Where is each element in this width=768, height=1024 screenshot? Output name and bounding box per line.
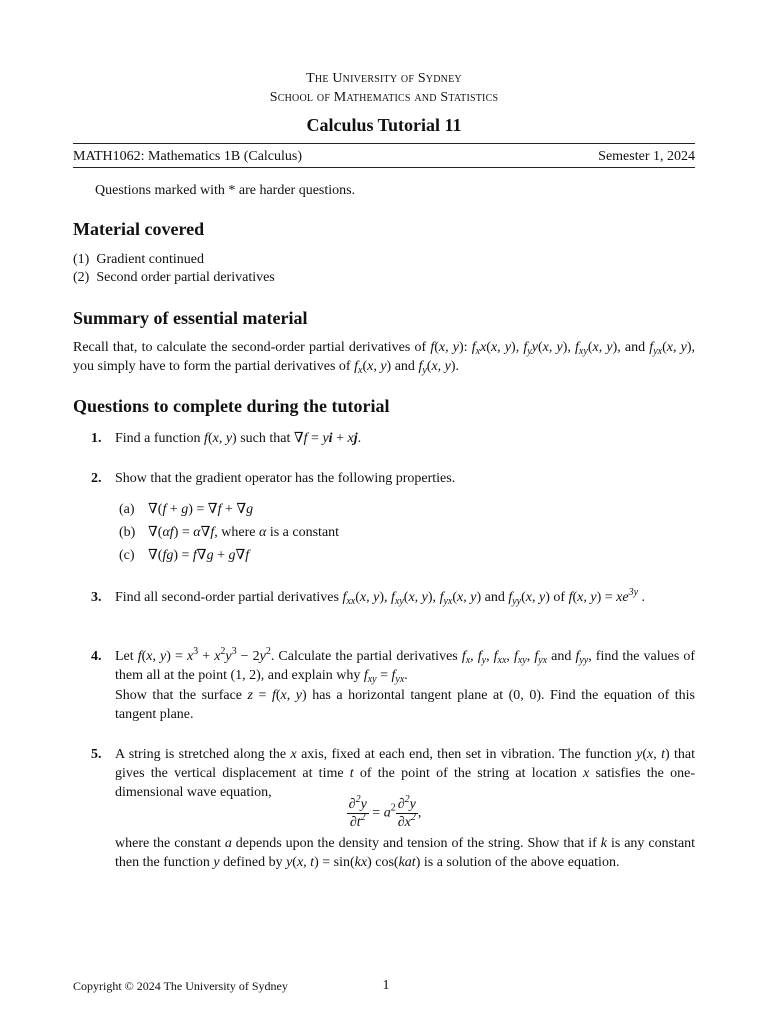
question-3-text: Find all second-order partial derivatives $f_{xx}(x$, y), $f_{xy}(x$, y), $f_{yx}(x$, y) and $f_{yy}(x$, y) of f(x, $y) = xe^{3y}$ . xyxy=(115,587,646,607)
header-rule-top xyxy=(73,143,695,144)
school-name: School of Mathematics and Statistics xyxy=(269,90,499,105)
page-title: Calculus Tutorial 11 xyxy=(306,115,462,135)
question-number: 1. xyxy=(91,431,102,446)
wave-equation: $\frac{\partial^2y}{\partial t^2}$ = $a^2$ $\frac{\partial^2y}{\partial x^2}$ , xyxy=(348,794,422,830)
question-2-part-b: (b) ∇(αf) = α∇f, where α is a constant xyxy=(119,525,340,540)
question-1-text: Find a function f(x, y) such that ∇f = yi + xj. xyxy=(115,431,362,446)
summary-paragraph: Recall that, to calculate the second-order partial derivatives of f(x, y): $f_xx(x$, y), $f_yy(x$, y), $f_{xy}(x$, y), and $f_{yx}(x$, y), you simply have to form the partial derivatives of $f_x(x$, y) and $f_y(x$, y). xyxy=(73,340,696,376)
semester-label: Semester 1, 2024 xyxy=(598,149,695,164)
question-2-part-a: (a) ∇(f + g) = ∇f + ∇g xyxy=(119,502,254,517)
questions-heading: Questions to complete during the tutorial xyxy=(73,396,390,416)
question-number: 3. xyxy=(91,590,102,605)
material-heading: Material covered xyxy=(73,219,205,239)
header-rule-bottom xyxy=(73,167,695,168)
material-item xyxy=(73,268,275,287)
summary-heading: Summary of essential material xyxy=(73,308,308,328)
question-number: 2. xyxy=(91,471,102,486)
material-item-text: Gradient continued xyxy=(96,252,205,267)
question-2-text: Show that the gradient operator has the following properties. xyxy=(115,471,456,486)
question-number: 5. xyxy=(91,747,102,762)
question-4-text: Let f(x, $y) = x^3 + x^2y^3 - 2y^2$. Calculate the partial derivatives $f_x$, $f_y$, $f_{xx}$, $f_{xy}$, $f_{yx}$ and $f_{yy}$, find the values of them all at the point (1, 2), and explain why $f_{xy} = f_{yx}$. xyxy=(115,646,696,685)
material-item-label: (2) xyxy=(73,270,90,285)
question-number: 4. xyxy=(91,649,102,664)
harder-questions-note: Questions marked with * are harder questions. xyxy=(95,183,356,198)
copyright-notice: Copyright © 2024 The University of Sydney xyxy=(73,979,288,993)
material-item xyxy=(73,250,204,269)
question-4-second-paragraph: Show that the surface z = f(x, y) has a horizontal tangent plane at (0, 0). Find the equation of this tangent plane. xyxy=(115,688,695,722)
question-2-part-c: (c) ∇(fg) = f∇g + g∇f xyxy=(119,548,250,563)
university-name: The University of Sydney xyxy=(306,71,462,86)
material-item-label: (1) xyxy=(73,252,90,267)
question-5-text: A string is stretched along the x axis, fixed at each end, then set in vibration. The function y(x, t) that gives the vertical displacement at time t of the point of the string at location x satisfies the one-dimensional wave equation, xyxy=(115,747,696,800)
question-5-continued: where the constant a depends upon the density and tension of the string. Show that if k is any constant then the function y defined by y(x, t) = sin(kx) cos(kat) is a solution of the above equation. xyxy=(115,836,696,870)
page-number: 1 xyxy=(382,978,390,993)
course-code: MATH1062: Mathematics 1B (Calculus) xyxy=(73,149,303,164)
material-item-text: Second order partial derivatives xyxy=(96,270,275,285)
